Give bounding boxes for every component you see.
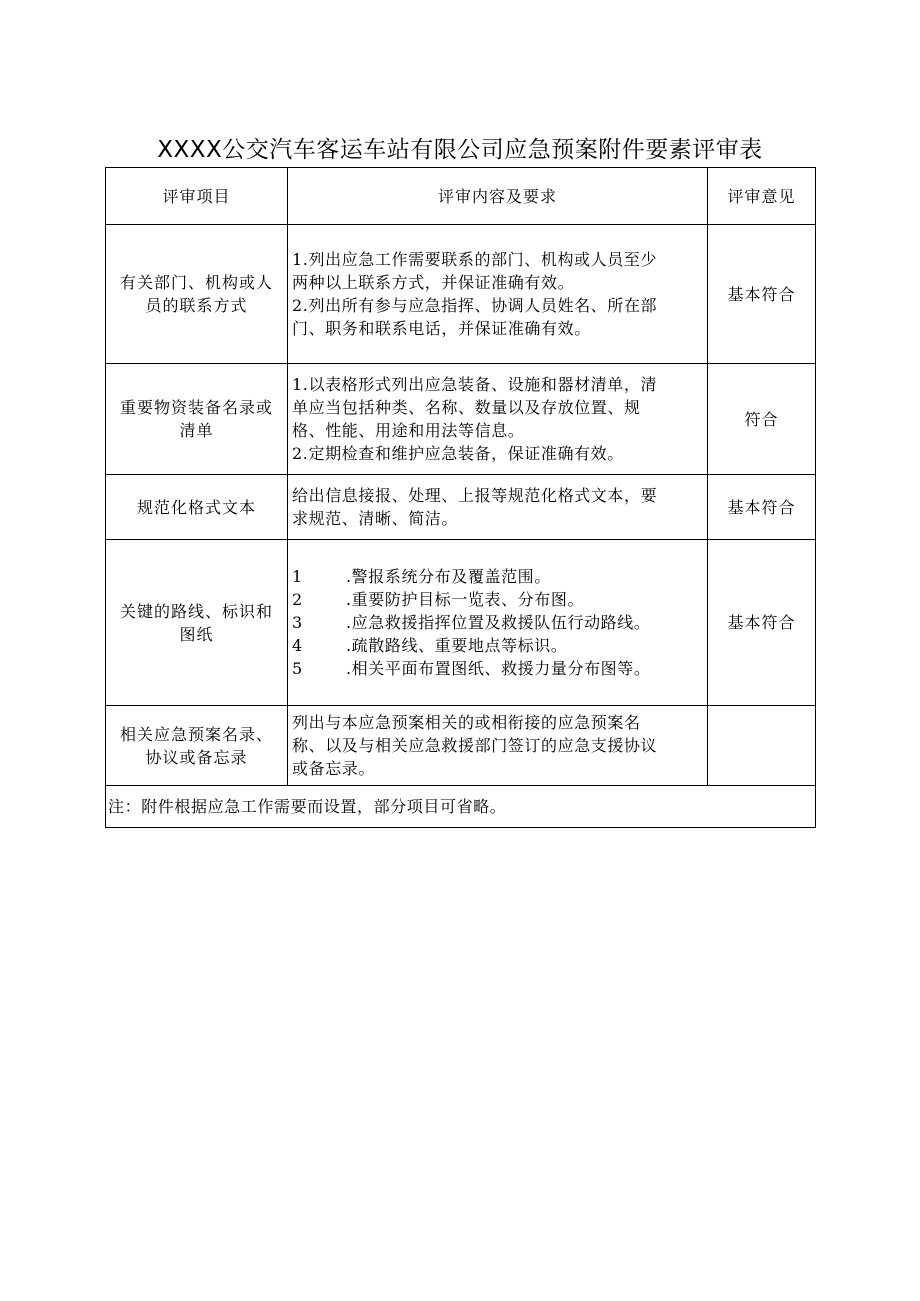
header-review-item: 评审项目 bbox=[106, 168, 288, 225]
item-text: .重要防护目标一览表、分布图。 bbox=[346, 590, 585, 609]
header-review-opinion: 评审意见 bbox=[708, 168, 816, 225]
review-opinion-cell: 基本符合 bbox=[708, 475, 816, 540]
review-content-cell bbox=[288, 475, 708, 540]
page-title: XXXX公交汽车客运车站有限公司应急预案附件要素评审表 bbox=[157, 137, 763, 163]
content-line: 1.以表格形式列出应急装备、设施和器材清单，清 bbox=[292, 375, 658, 394]
review-item-cell: 相关应急预案名录、协议或备忘录 bbox=[106, 706, 288, 786]
table-row bbox=[106, 540, 816, 706]
content-line: 列出与本应急预案相关的或相衔接的应急预案名 bbox=[292, 713, 641, 732]
numbered-item bbox=[292, 657, 703, 680]
review-opinion-cell bbox=[708, 706, 816, 786]
content-line: 格、性能、用途和用法等信息。 bbox=[292, 421, 525, 440]
item-text: .相关平面布置图纸、救援力量分布图等。 bbox=[346, 659, 651, 678]
table-row bbox=[106, 225, 816, 364]
content-line: 2.定期检查和维护应急装备，保证准确有效。 bbox=[292, 444, 624, 463]
review-content-cell bbox=[288, 540, 708, 706]
item-text: .疏散路线、重要地点等标识。 bbox=[346, 636, 568, 655]
review-opinion-cell: 符合 bbox=[708, 364, 816, 475]
review-opinion-cell: 基本符合 bbox=[708, 225, 816, 364]
table-row bbox=[106, 364, 816, 475]
item-number: 1 bbox=[292, 567, 303, 586]
table-note-row bbox=[106, 786, 816, 828]
content-line: 或备忘录。 bbox=[292, 759, 376, 778]
review-content-cell bbox=[288, 706, 708, 786]
content-line: 门、职务和联系电话，并保证准确有效。 bbox=[292, 319, 591, 338]
numbered-item bbox=[292, 611, 703, 634]
content-line: 单应当包括种类、名称、数量以及存放位置、规 bbox=[292, 398, 641, 417]
numbered-item bbox=[292, 565, 703, 588]
review-opinion-cell: 基本符合 bbox=[708, 540, 816, 706]
content-line: 2.列出所有参与应急指挥、协调人员姓名、所在部 bbox=[292, 296, 658, 315]
content-line: 给出信息接报、处理、上报等规范化格式文本，要 bbox=[292, 486, 658, 505]
numbered-item bbox=[292, 588, 703, 611]
item-number: 2 bbox=[292, 590, 303, 609]
table-note: 注：附件根据应急工作需要而设置，部分项目可省略。 bbox=[106, 786, 816, 828]
table-row bbox=[106, 475, 816, 540]
item-number: 3 bbox=[292, 613, 303, 632]
content-line: 求规范、清晰、简洁。 bbox=[292, 509, 459, 528]
review-item-cell: 有关部门、机构或人员的联系方式 bbox=[106, 225, 288, 364]
review-content-cell bbox=[288, 364, 708, 475]
review-item-cell: 关键的路线、标识和图纸 bbox=[106, 540, 288, 706]
item-text: .警报系统分布及覆盖范围。 bbox=[346, 567, 551, 586]
review-table bbox=[105, 167, 816, 828]
header-review-content: 评审内容及要求 bbox=[288, 168, 708, 225]
review-item-cell: 重要物资装备名录或清单 bbox=[106, 364, 288, 475]
table-row bbox=[106, 706, 816, 786]
numbered-item bbox=[292, 634, 703, 657]
content-line: 称、以及与相关应急救援部门签订的应急支援协议 bbox=[292, 736, 658, 755]
table-header-row bbox=[106, 168, 816, 225]
content-line: 两种以上联系方式，并保证准确有效。 bbox=[292, 273, 575, 292]
review-item-cell: 规范化格式文本 bbox=[106, 475, 288, 540]
content-line: 1.列出应急工作需要联系的部门、机构或人员至少 bbox=[292, 250, 658, 269]
item-number: 4 bbox=[292, 636, 303, 655]
item-text: .应急救援指挥位置及救援队伍行动路线。 bbox=[346, 613, 651, 632]
item-number: 5 bbox=[292, 659, 303, 678]
review-content-cell bbox=[288, 225, 708, 364]
